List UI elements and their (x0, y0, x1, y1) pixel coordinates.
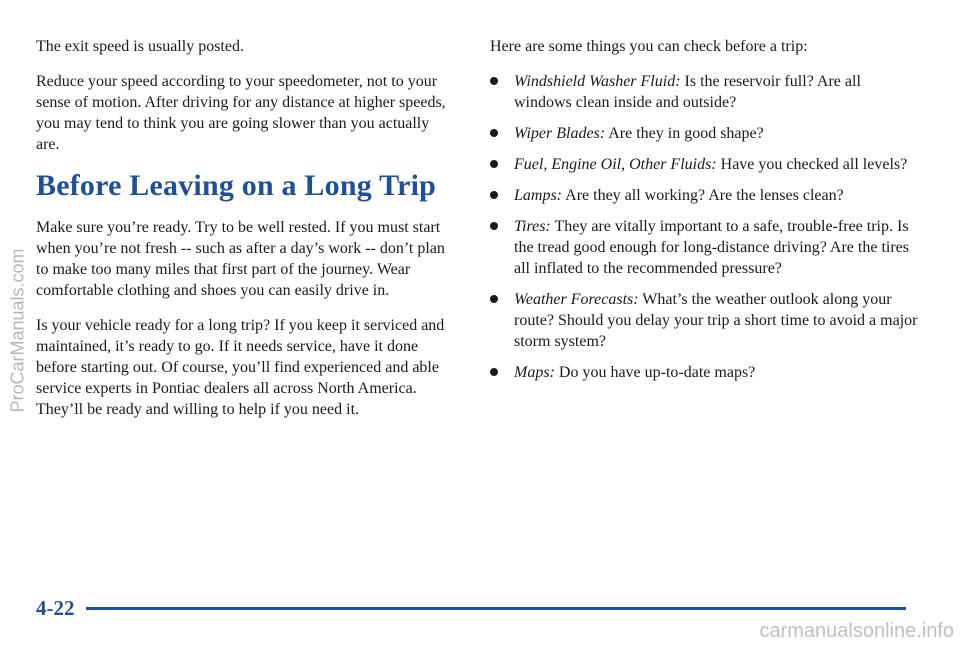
item-text: Have you checked all levels? (716, 156, 908, 173)
bullet-icon (490, 295, 498, 303)
reduce-speed-paragraph: Reduce your speed according to your speedometer, not to your sense of motion. After driving for any distance at higher speeds, you may tend to think you are going slower than you actually are. (36, 73, 446, 153)
item-text: Are they in good shape? (605, 125, 764, 142)
item-text: They are vitally important to a safe, trouble-free trip. Is the tread good enough for long-distance driving? Are the tires all inflated to the recommended pressure? (514, 218, 909, 277)
list-item (490, 216, 920, 279)
item-term: Tires: (514, 218, 551, 235)
section-heading: Before Leaving on a Long Trip (36, 169, 437, 202)
item-term: Maps: (514, 364, 555, 381)
item-text: What’s the weather outlook along your route? Should you delay your trip a short time to avoid a major storm system? (514, 291, 918, 350)
side-watermark (4, 140, 32, 520)
page-number: 4-22 (36, 596, 75, 620)
list-item (490, 154, 920, 175)
list-item (490, 362, 920, 383)
item-text: Do you have up-to-date maps? (554, 364, 756, 381)
left-column (36, 36, 448, 434)
item-term: Lamps: (514, 187, 563, 204)
list-item (490, 123, 920, 144)
item-term: Wiper Blades: (514, 125, 606, 142)
item-term: Windshield Washer Fluid: (514, 73, 681, 90)
bullet-icon (490, 191, 498, 199)
bullet-icon (490, 129, 498, 137)
exit-speed-paragraph: The exit speed is usually posted. (36, 38, 244, 55)
list-item (490, 71, 920, 113)
right-column (490, 36, 920, 393)
bottom-watermark: carmanualsonline.info (759, 620, 954, 642)
item-term: Weather Forecasts: (514, 291, 639, 308)
bullet-icon (490, 368, 498, 376)
footer-rule (86, 607, 906, 610)
trip-checklist (490, 71, 920, 383)
item-text: Are they all working? Are the lenses clean? (562, 187, 844, 204)
be-ready-paragraph: Make sure you’re ready. Try to be well rested. If you must start when you’re not fresh -- such as after a day’s work -- don’t plan to make too many miles that first part of the journey. Wear comfortable clothing and shoes you can easily drive in. (36, 219, 445, 299)
list-item (490, 289, 920, 352)
list-item (490, 185, 920, 206)
bullet-icon (490, 77, 498, 85)
page-footer (36, 596, 906, 620)
bullet-icon (490, 222, 498, 230)
vehicle-ready-paragraph: Is your vehicle ready for a long trip? If you keep it serviced and maintained, it’s ready to go. If it needs service, have it done before starting out. Of course, you’ll find experienced and able service experts in Pontiac dealers all across North America. They’ll be ready and willing to help if you need it. (36, 317, 445, 418)
checklist-intro: Here are some things you can check before a trip: (490, 38, 808, 55)
item-term: Fuel, Engine Oil, Other Fluids: (514, 156, 717, 173)
item-text: Is the reservoir full? Are all windows clean inside and outside? (514, 73, 861, 111)
side-watermark-text: ProCarManuals.com (7, 247, 28, 413)
bullet-icon (490, 160, 498, 168)
